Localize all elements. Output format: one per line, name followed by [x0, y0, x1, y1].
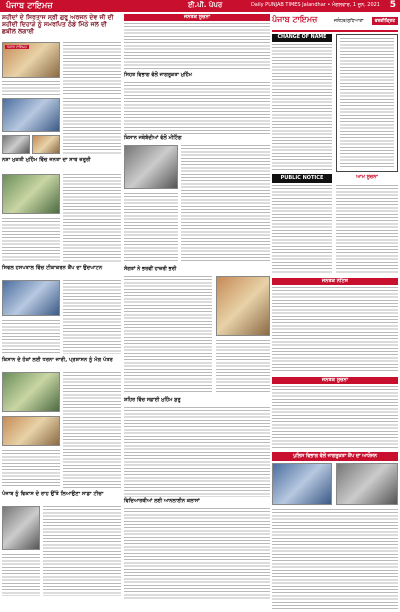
change-of-name-title: CHANGE OF NAME — [272, 34, 332, 42]
masthead — [0, 0, 400, 12]
mid-text-2b — [124, 193, 178, 263]
right-brand-sub: ਜਲੰਧਰ/ਲੁਧਿਆਣਾ — [334, 19, 364, 24]
classified-box — [336, 34, 398, 172]
notice-text — [124, 23, 270, 71]
story-photo-2 — [2, 174, 60, 214]
story-text-3 — [63, 280, 121, 354]
masthead-brand: ਪੰਜਾਬ ਟਾਇਮਜ਼ — [6, 1, 53, 10]
page-number: 5 — [389, 0, 396, 10]
story-text-2 — [63, 174, 121, 262]
story-text-4b — [2, 450, 60, 488]
mid-headline-5: ਵਿਦਿਆਰਥੀਆਂ ਲਈ ਆਨਲਾਈਨ ਕਲਾਸਾਂ — [124, 498, 200, 504]
story-text-4 — [63, 372, 121, 488]
right-brand: ਪੰਜਾਬ ਟਾਇਮਜ਼ — [272, 15, 318, 24]
masthead-edition: ਈ.ਪੀ. ਪੇਪਰ — [188, 1, 223, 9]
lead-headline: ਸ਼ਹੀਦਾਂ ਦੇ ਸਿਰਤਾਜ ਸ੍ਰੀ ਗੁਰੂ ਅਰਜਨ ਦੇਵ ਜੀ ਦੀ ਸ਼ਹੀਦੀ ਦਿਹਾੜੇ ਨੂੰ ਸਮਰਪਿਤ ਠੰਡੇ ਮਿੱਠੇ ਜਲ ਦੀ ਛਬੀਲ ਲਗਾਈ — [2, 14, 114, 36]
left-column — [2, 14, 122, 598]
mid-text-4 — [124, 407, 270, 497]
story-photo-5 — [2, 506, 40, 550]
mid-text-1 — [124, 82, 270, 134]
story-text-5b — [2, 554, 40, 596]
notice3-label: ਜਨਤਕ ਸੂਚਨਾ — [272, 377, 398, 384]
mid-headline-2: ਕਿਸਾਨ ਜਥੇਬੰਦੀਆਂ ਵੱਲੋਂ ਮੀਟਿੰਗ — [124, 135, 182, 141]
notice3-text — [272, 386, 398, 448]
story-photo-3 — [2, 280, 60, 316]
bottom-banner: ਪੁਲਿਸ ਵਿਭਾਗ ਵੱਲੋਂ ਜਾਗਰੂਕਤਾ ਕੈਂਪ ਦਾ ਆਯੋਜਨ — [272, 452, 398, 461]
notice2-label: ਜਨਤਕ ਨੋਟਿਸ — [272, 278, 398, 285]
mid-headline-4: ਸ਼ਹਿਰ ਵਿੱਚ ਸਫ਼ਾਈ ਮੁਹਿੰਮ ਸ਼ੁਰੂ — [124, 397, 181, 403]
public-notice-text — [272, 185, 332, 273]
mid-photo-1 — [124, 145, 178, 189]
mid-text-3b — [216, 340, 270, 394]
story-photo-1c — [32, 135, 60, 154]
story4-headline: ਕਿਸਾਨ ਦੇ ਹੱਕਾਂ ਲਈ ਧਰਨਾ ਜਾਰੀ, ਪ੍ਰਸ਼ਾਸਨ ਨੂੰ ਮੰਗ ਪੱਤਰ — [2, 357, 113, 363]
notice2-text — [272, 287, 398, 373]
bottom-headline: ਪੰਜਾਬ ਨੂੰ ਵਿਕਾਸ ਦੇ ਰਾਹ ਉੱਤੇ ਲਿਆਉਣਾ ਸਾਡਾ ਟੀਚਾ — [2, 491, 104, 497]
story-text-3b — [2, 320, 60, 354]
aam-suchna-text — [336, 185, 398, 273]
mid-text-2 — [181, 145, 270, 263]
notice-label: ਜਨਤਕ ਸੂਚਨਾ — [124, 14, 270, 21]
mid-photo-2 — [216, 276, 270, 336]
mid-text-3 — [124, 276, 212, 394]
story-photo-1 — [2, 98, 60, 132]
right-photo-2 — [336, 463, 398, 505]
mid-headline-3: ਸੰਗਤਾਂ ਨੇ ਭਰਵੀਂ ਹਾਜ਼ਰੀ ਭਰੀ — [124, 266, 177, 272]
story-photo-4b — [2, 416, 60, 446]
mid-text-5 — [124, 508, 270, 600]
lead-text — [63, 42, 121, 96]
story3-headline: ਸਿਵਲ ਹਸਪਤਾਲ ਵਿੱਚ ਟੀਕਾਕਰਨ ਕੈਂਪ ਦਾ ਉਦਘਾਟਨ — [2, 265, 103, 271]
story2-headline: ਨਸ਼ਾ ਮੁਕਤੀ ਮੁਹਿੰਮ ਵਿੱਚ ਜਨਤਾ ਦਾ ਸਾਥ ਜ਼ਰੂਰੀ — [2, 157, 91, 163]
aam-suchna-title: ਆਮ ਸੂਚਨਾ — [356, 174, 378, 180]
story-text-2b — [2, 218, 60, 262]
right-column — [272, 14, 398, 612]
masthead-dateline: Daily PUNJAB TIMES Jalandhar • ਮੰਗਲਵਾਰ, 1 ਜੂਨ, 2021 — [250, 2, 380, 8]
lead-photo — [2, 42, 60, 78]
photo-tag: ਪੰਜਾਬ ਟਾਇਮਜ਼ — [7, 45, 27, 49]
public-notice-title: PUBLIC NOTICE — [272, 174, 332, 183]
story-text-5 — [43, 506, 121, 596]
lead-text-2 — [2, 81, 60, 96]
story-text-1 — [63, 98, 121, 154]
classified-label: ਵਰਗੀਕ੍ਰਿਤ — [372, 17, 398, 25]
story-photo-1b — [2, 135, 30, 154]
story-photo-4 — [2, 372, 60, 412]
middle-column — [124, 14, 270, 600]
mid-headline-1: ਸਿਹਤ ਵਿਭਾਗ ਵੱਲੋਂ ਜਾਗਰੂਕਤਾ ਮੁਹਿੰਮ — [124, 72, 192, 78]
right-photo-1 — [272, 463, 332, 505]
change-of-name-text — [272, 44, 332, 172]
right-bottom-text — [272, 509, 398, 609]
